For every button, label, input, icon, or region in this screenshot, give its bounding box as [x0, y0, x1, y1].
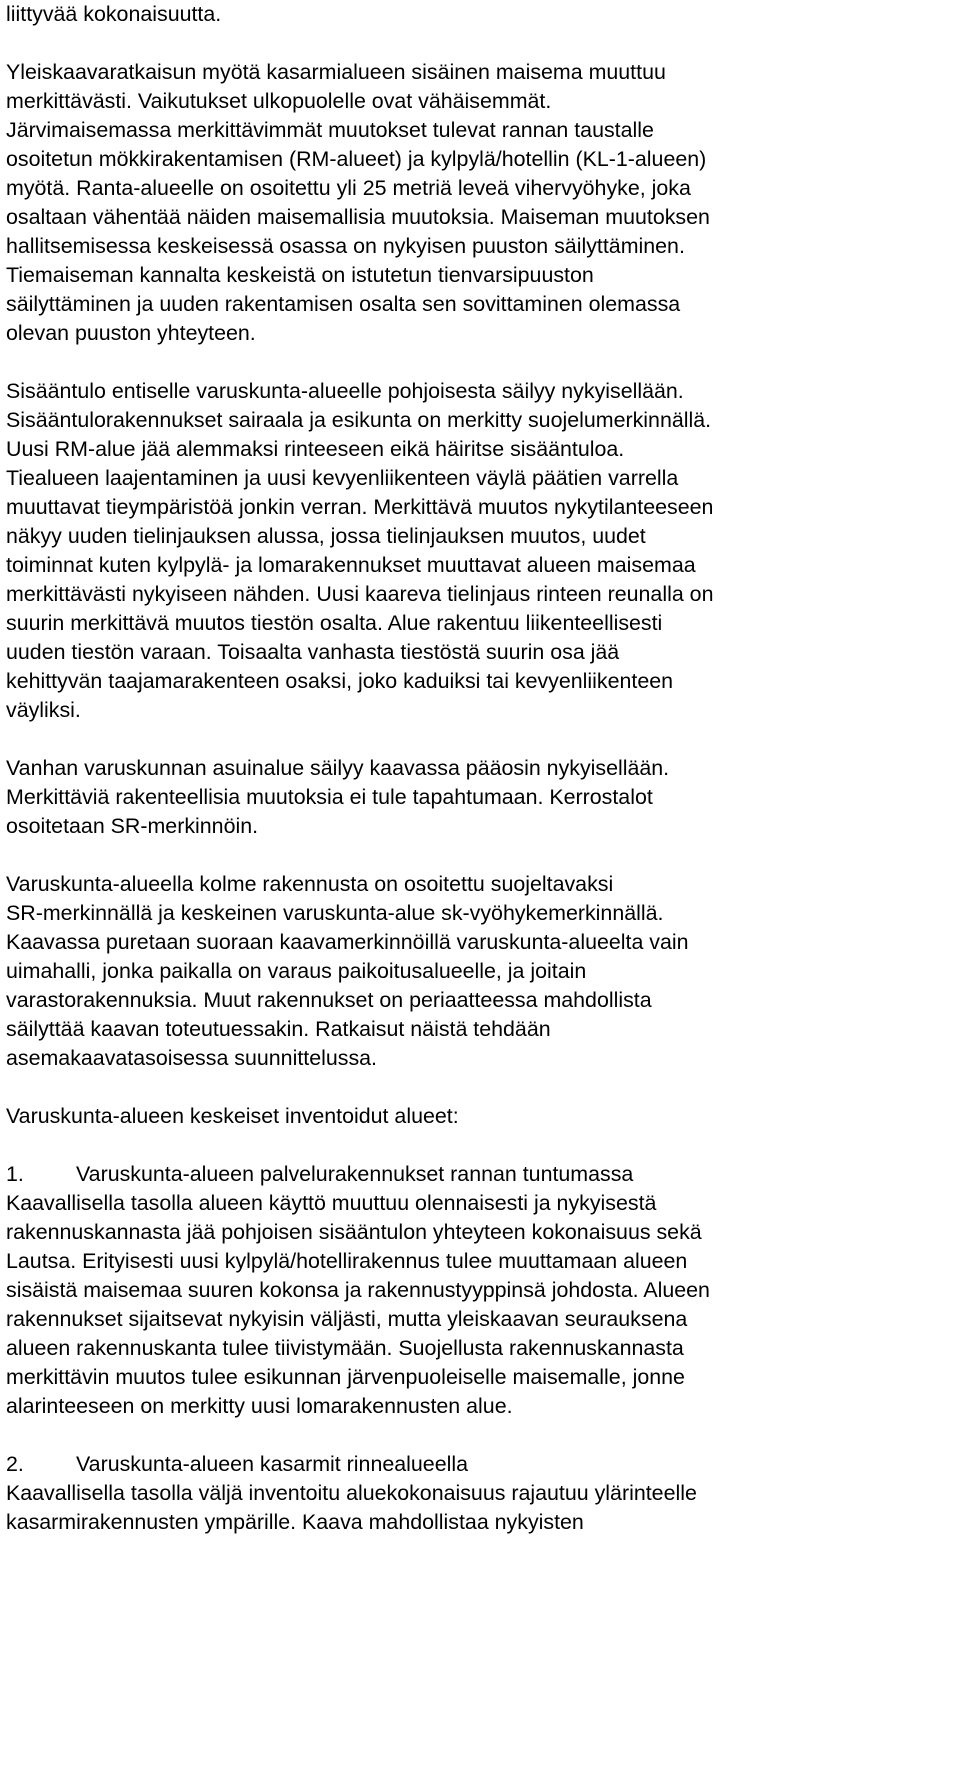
main-text	[6, 0, 956, 1160]
text-line: Tiemaiseman kannalta keskeistä on istutetun tienvarsipuuston	[6, 263, 594, 287]
text-line: uuden tiestön varaan. Toisaalta vanhasta tiestöstä suurin osa jää	[6, 640, 620, 664]
paragraph-gap	[6, 348, 956, 377]
text-line: hallitsemisessa keskeisessä osassa on nykyisen puuston säilyttäminen.	[6, 234, 685, 258]
section-2-heading	[6, 1450, 956, 1479]
text-line: muuttavat tieympäristöä jonkin verran. Merkittävä muutos nykytilanteeseen	[6, 495, 714, 519]
text-line: varastorakennuksia. Muut rakennukset on periaatteessa mahdollista	[6, 988, 652, 1012]
text-line: asemakaavatasoisessa suunnittelussa.	[6, 1046, 377, 1070]
text-line: liittyvää kokonaisuutta.	[6, 2, 222, 26]
paragraph-gap	[6, 1131, 956, 1160]
text-line: olevan puuston yhteyteen.	[6, 321, 256, 345]
text-line: suurin merkittävä muutos tiestön osalta. Alue rakentuu liikenteellisesti	[6, 611, 663, 635]
text-line: osaltaan vähentää näiden maisemallisia muutoksia. Maiseman muutoksen	[6, 205, 710, 229]
text-line: SR-merkinnällä ja keskeinen varuskunta-alue sk-vyöhykemerkinnällä.	[6, 901, 664, 925]
text-line: myötä. Ranta-alueelle on osoitettu yli 25 metriä leveä vihervyöhyke, joka	[6, 176, 691, 200]
text-line: Merkittäviä rakenteellisia muutoksia ei tule tapahtumaan. Kerrostalot	[6, 785, 653, 809]
text-line: rakennukset sijaitsevat nykyisin väljästi, mutta yleiskaavan seurauksena	[6, 1307, 688, 1331]
text-line: Yleiskaavaratkaisun myötä kasarmialueen sisäinen maisema muuttuu	[6, 60, 666, 84]
section-1-title: Varuskunta-alueen palvelurakennukset rannan tuntumassa	[76, 1162, 634, 1186]
text-line: alarinteeseen on merkitty uusi lomarakennusten alue.	[6, 1394, 513, 1418]
text-line: merkittävin muutos tulee esikunnan järvenpuoleiselle maisemalle, jonne	[6, 1365, 685, 1389]
section-2-title: Varuskunta-alueen kasarmit rinnealueella	[76, 1452, 468, 1476]
section-1-text	[6, 1189, 956, 1450]
text-line: Järvimaisemassa merkittävimmät muutokset tulevat rannan taustalle	[6, 118, 654, 142]
text-line: merkittävästi nykyiseen nähden. Uusi kaareva tielinjaus rinteen reunalla on	[6, 582, 714, 606]
text-line: Tiealueen laajentaminen ja uusi kevyenliikenteen väylä päätien varrella	[6, 466, 679, 490]
text-line: Kaavallisella tasolla alueen käyttö muuttuu olennaisesti ja nykyisestä	[6, 1191, 657, 1215]
section-2-text	[6, 1479, 956, 1537]
text-line: Kaavallisella tasolla väljä inventoitu aluekokonaisuus rajautuu ylärinteelle	[6, 1481, 697, 1505]
text-line: toiminnat kuten kylpylä- ja lomarakennukset muuttavat alueen maisemaa	[6, 553, 696, 577]
text-line: näkyy uuden tielinjauksen alussa, jossa tielinjauksen muutos, uudet	[6, 524, 646, 548]
paragraph-gap	[6, 841, 956, 870]
paragraph-gap	[6, 29, 956, 58]
text-line: Lautsa. Erityisesti uusi kylpylä/hotellirakennus tulee muuttamaan alueen	[6, 1249, 688, 1273]
text-line: Vanhan varuskunnan asuinalue säilyy kaavassa pääosin nykyisellään.	[6, 756, 670, 780]
paragraph-gap	[6, 1421, 956, 1450]
text-line: kasarmirakennusten ympärille. Kaava mahdollistaa nykyisten	[6, 1510, 584, 1534]
section-1-heading	[6, 1160, 956, 1189]
text-line: merkittävästi. Vaikutukset ulkopuolelle ovat vähäisemmät.	[6, 89, 552, 113]
text-line: Uusi RM-alue jää alemmaksi rinteeseen eikä häiritse sisääntuloa.	[6, 437, 625, 461]
text-line: uimahalli, jonka paikalla on varaus paikoitusalueelle, ja joitain	[6, 959, 587, 983]
text-line: sisäistä maisemaa suuren kokonsa ja rakennustyyppinsä johdosta. Alueen	[6, 1278, 710, 1302]
section-2-number: 2.	[6, 1452, 24, 1476]
text-line: säilyttäminen ja uuden rakentamisen osalta sen sovittaminen olemassa	[6, 292, 681, 316]
text-line: osoitetun mökkirakentamisen (RM-alueet) ja kylpylä/hotellin (KL-1-alueen)	[6, 147, 707, 171]
text-line: säilyttää kaavan toteutuessakin. Ratkaisut näistä tehdään	[6, 1017, 551, 1041]
text-line: rakennuskannasta jää pohjoisen sisääntulon yhteyteen kokonaisuus sekä	[6, 1220, 702, 1244]
text-line: Kaavassa puretaan suoraan kaavamerkinnöillä varuskunta-alueelta vain	[6, 930, 689, 954]
text-line: Varuskunta-alueen keskeiset inventoidut alueet:	[6, 1104, 459, 1128]
text-line: Sisääntulo entiselle varuskunta-alueelle pohjoisesta säilyy nykyisellään.	[6, 379, 684, 403]
paragraph-gap	[6, 1073, 956, 1102]
text-line: osoitetaan SR-merkinnöin.	[6, 814, 259, 838]
section-1-number: 1.	[6, 1162, 24, 1186]
document-body	[6, 0, 956, 1537]
text-line: Varuskunta-alueella kolme rakennusta on osoitettu suojeltavaksi	[6, 872, 614, 896]
paragraph-gap	[6, 725, 956, 754]
text-line: Sisääntulorakennukset sairaala ja esikunta on merkitty suojelumerkinnällä.	[6, 408, 712, 432]
text-line: alueen rakennuskanta tulee tiivistymään. Suojellusta rakennuskannasta	[6, 1336, 684, 1360]
text-line: väyliksi.	[6, 698, 81, 722]
text-line: kehittyvän taajamarakenteen osaksi, joko kaduiksi tai kevyenliikenteen	[6, 669, 674, 693]
